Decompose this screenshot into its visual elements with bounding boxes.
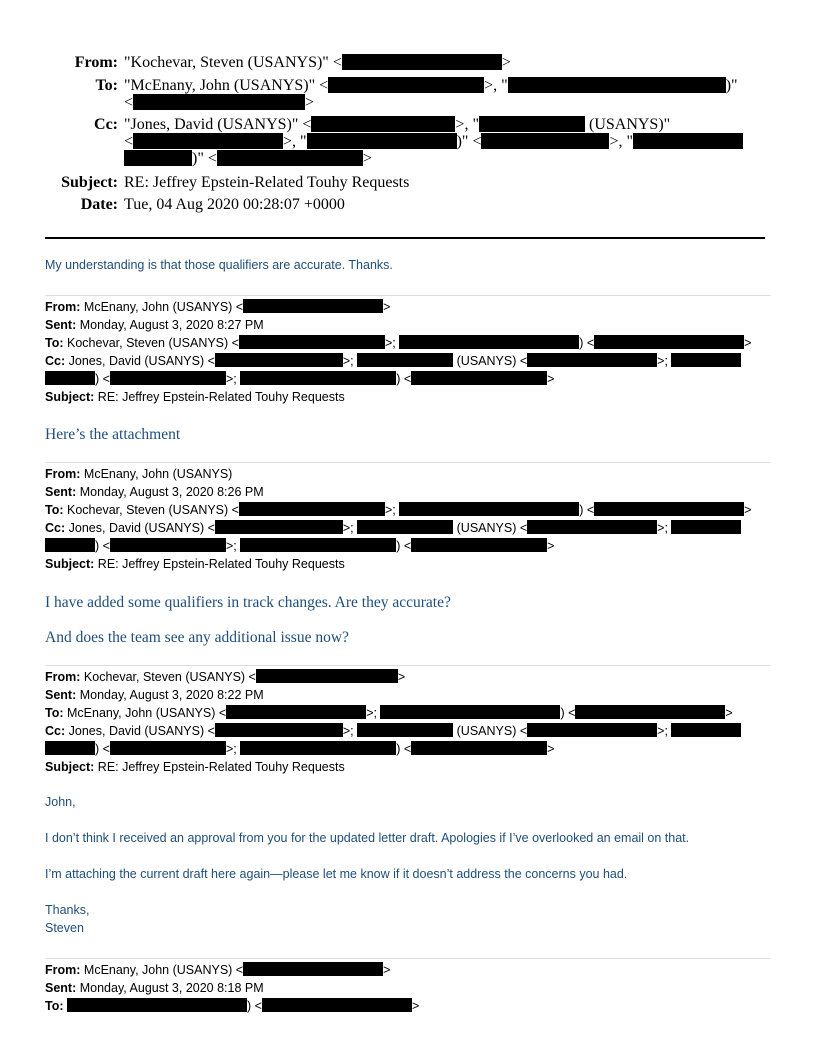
message-body: John, <box>45 795 76 809</box>
message-header <box>45 668 741 776</box>
redaction-bar <box>45 538 95 552</box>
punct: > <box>547 372 555 386</box>
redaction-bar <box>133 94 305 110</box>
redaction-bar <box>399 502 579 516</box>
to-value: McEnany, John (USANYS) < <box>67 706 227 720</box>
sent-label: Sent: <box>45 688 77 702</box>
punct: >; <box>225 742 237 756</box>
punct: ) < <box>396 539 412 553</box>
message-body: I don’t think I received an approval from you for the updated letter draft. Apologies if I’ve overlooked an email on that. <box>45 831 690 845</box>
punct: > <box>744 336 752 350</box>
redaction-bar <box>215 723 343 737</box>
from-label: From: <box>45 300 81 314</box>
redaction-bar <box>380 705 560 719</box>
punct: ) < <box>396 742 412 756</box>
message-body: Here’s the attachment <box>45 426 181 443</box>
to-label: To: <box>95 77 118 94</box>
cc-value: Jones, David (USANYS) < <box>68 724 215 738</box>
cc-value: Jones, David (USANYS) < <box>68 521 215 535</box>
redaction-bar <box>411 741 547 755</box>
to-value: "McEnany, John (USANYS)" < <box>124 77 329 94</box>
punct: >, " <box>455 116 479 133</box>
subject-value: RE: Jeffrey Epstein-Related Touhy Requests <box>97 760 345 774</box>
subject-value: RE: Jeffrey Epstein-Related Touhy Requests <box>97 557 345 571</box>
redaction-bar <box>633 133 743 149</box>
from-value: McEnany, John (USANYS) < <box>83 963 244 977</box>
to-label: To: <box>45 503 64 517</box>
redaction-bar <box>256 669 398 683</box>
redaction-bar <box>124 150 192 166</box>
subject-label: Subject: <box>45 390 95 404</box>
subject-label: Subject: <box>45 557 95 571</box>
punct: ) < <box>579 503 595 517</box>
punct: >; <box>384 503 396 517</box>
cc-label: Cc: <box>45 521 66 535</box>
punct: ) < <box>396 372 412 386</box>
redaction-bar <box>110 538 226 552</box>
from-label: From: <box>45 467 81 481</box>
punct: >, " <box>609 133 634 150</box>
redaction-bar <box>67 998 247 1012</box>
redaction-bar <box>239 335 385 349</box>
redaction-bar <box>357 353 453 367</box>
punct: ) < <box>560 706 576 720</box>
punct: ) < <box>95 372 110 386</box>
punct: )" <box>725 77 738 94</box>
sent-value: Monday, August 3, 2020 8:26 PM <box>79 485 264 499</box>
from-value: Kochevar, Steven (USANYS) < <box>83 670 256 684</box>
redaction-bar <box>527 723 657 737</box>
from-value: "Kochevar, Steven (USANYS)" < <box>124 54 342 71</box>
redaction-bar <box>481 133 609 149</box>
cc-mid: (USANYS) < <box>456 724 528 738</box>
to-label: To: <box>45 336 64 350</box>
sent-value: Monday, August 3, 2020 8:27 PM <box>79 318 264 332</box>
punct: >; <box>366 706 377 720</box>
punct: >; <box>342 724 354 738</box>
from-value: McEnany, John (USANYS) < <box>83 300 244 314</box>
punct: > <box>547 742 555 756</box>
sent-value: Monday, August 3, 2020 8:22 PM <box>79 688 264 702</box>
redaction-bar <box>307 133 457 149</box>
header-rule <box>45 237 765 239</box>
punct: > <box>397 670 406 684</box>
redaction-bar <box>479 116 585 132</box>
punct: )" < <box>192 150 217 167</box>
redaction-bar <box>328 77 484 93</box>
sent-label: Sent: <box>45 485 77 499</box>
redaction-bar <box>357 723 453 737</box>
redaction-bar <box>243 299 383 313</box>
punct: > <box>411 999 420 1013</box>
punct: >; <box>225 539 237 553</box>
subject-value: RE: Jeffrey Epstein-Related Touhy Requests <box>124 174 410 191</box>
punct: ) < <box>95 539 110 553</box>
redaction-bar <box>215 353 343 367</box>
redaction-bar <box>215 520 343 534</box>
punct: > <box>383 300 391 314</box>
punct: )" < <box>456 133 482 150</box>
sent-label: Sent: <box>45 981 77 995</box>
message-body: And does the team see any additional issue now? <box>45 629 349 646</box>
punct: >; <box>657 354 668 368</box>
sent-label: Sent: <box>45 318 77 332</box>
message-header <box>45 961 419 1015</box>
redaction-bar <box>239 502 385 516</box>
message-body: I’m attaching the current draft here again—please let me know if it doesn’t address the concerns you had. <box>45 867 628 881</box>
punct: ) < <box>95 742 110 756</box>
punct: > <box>362 150 372 167</box>
redaction-bar <box>671 723 741 737</box>
punct: > <box>547 539 555 553</box>
redaction-bar <box>45 371 95 385</box>
redaction-bar <box>262 998 412 1012</box>
redaction-bar <box>594 335 744 349</box>
cc-label: Cc: <box>45 724 66 738</box>
message-separator <box>45 958 771 959</box>
redaction-bar <box>357 520 453 534</box>
redaction-bar <box>508 77 726 93</box>
to-value: Kochevar, Steven (USANYS) < <box>67 336 239 350</box>
from-label: From: <box>74 54 118 71</box>
cc-mid: (USANYS) < <box>456 521 528 535</box>
punct: > <box>744 503 752 517</box>
redaction-bar <box>671 353 741 367</box>
redaction-bar <box>110 741 226 755</box>
subject-value: RE: Jeffrey Epstein-Related Touhy Requests <box>97 390 345 404</box>
redaction-bar <box>133 133 283 149</box>
redaction-bar <box>527 520 657 534</box>
punct: >; <box>657 521 668 535</box>
message-body: I have added some qualifiers in track changes. Are they accurate? <box>45 594 451 611</box>
cc-mid: (USANYS) < <box>456 354 528 368</box>
punct: > <box>725 706 733 720</box>
cc-value: "Jones, David (USANYS)" < <box>124 116 312 133</box>
message-body: Steven <box>45 921 84 935</box>
cc-mid: (USANYS)" <box>588 116 671 133</box>
date-value: Tue, 04 Aug 2020 00:28:07 +0000 <box>124 196 345 213</box>
redaction-bar <box>240 371 396 385</box>
from-value: McEnany, John (USANYS) <box>83 467 233 481</box>
punct: >, " <box>484 77 508 94</box>
redaction-bar <box>240 741 396 755</box>
redaction-bar <box>527 353 657 367</box>
redaction-bar <box>411 371 547 385</box>
redaction-bar <box>226 705 366 719</box>
message-body: My understanding is that those qualifiers are accurate. Thanks. <box>45 258 393 272</box>
punct: > <box>383 963 391 977</box>
redaction-bar <box>342 54 502 70</box>
to-value: Kochevar, Steven (USANYS) < <box>67 503 239 517</box>
redaction-bar <box>411 538 547 552</box>
redaction-bar <box>243 962 383 976</box>
date-label: Date: <box>80 196 118 213</box>
to-label: To: <box>45 999 64 1013</box>
cc-value: Jones, David (USANYS) < <box>68 354 215 368</box>
punct: ) < <box>247 999 262 1013</box>
redaction-bar <box>671 520 741 534</box>
sent-value: Monday, August 3, 2020 8:18 PM <box>79 981 264 995</box>
subject-label: Subject: <box>61 174 118 191</box>
redaction-bar <box>399 335 579 349</box>
message-separator <box>45 295 771 296</box>
redaction-bar <box>110 371 226 385</box>
cc-label: Cc: <box>94 116 118 133</box>
punct: >; <box>225 372 237 386</box>
punct: >; <box>657 724 668 738</box>
redaction-bar <box>45 741 95 755</box>
redaction-bar <box>240 538 396 552</box>
punct: > <box>305 94 315 111</box>
punct: >; <box>342 354 354 368</box>
punct: < <box>124 94 134 111</box>
to-label: To: <box>45 706 64 720</box>
punct: >; <box>384 336 396 350</box>
cc-label: Cc: <box>45 354 66 368</box>
redaction-bar <box>594 502 744 516</box>
subject-label: Subject: <box>45 760 95 774</box>
redaction-bar <box>217 150 363 166</box>
message-separator <box>45 665 771 666</box>
message-body: Thanks, <box>45 903 90 917</box>
message-separator <box>45 462 771 463</box>
punct: > <box>501 54 511 71</box>
punct: ) < <box>579 336 595 350</box>
from-label: From: <box>45 963 81 977</box>
punct: < <box>124 133 134 150</box>
from-label: From: <box>45 670 81 684</box>
redaction-bar <box>575 705 725 719</box>
redaction-bar <box>311 116 455 132</box>
message-header <box>45 298 751 406</box>
message-header <box>45 465 751 573</box>
punct: >, " <box>283 133 307 150</box>
punct: >; <box>342 521 354 535</box>
